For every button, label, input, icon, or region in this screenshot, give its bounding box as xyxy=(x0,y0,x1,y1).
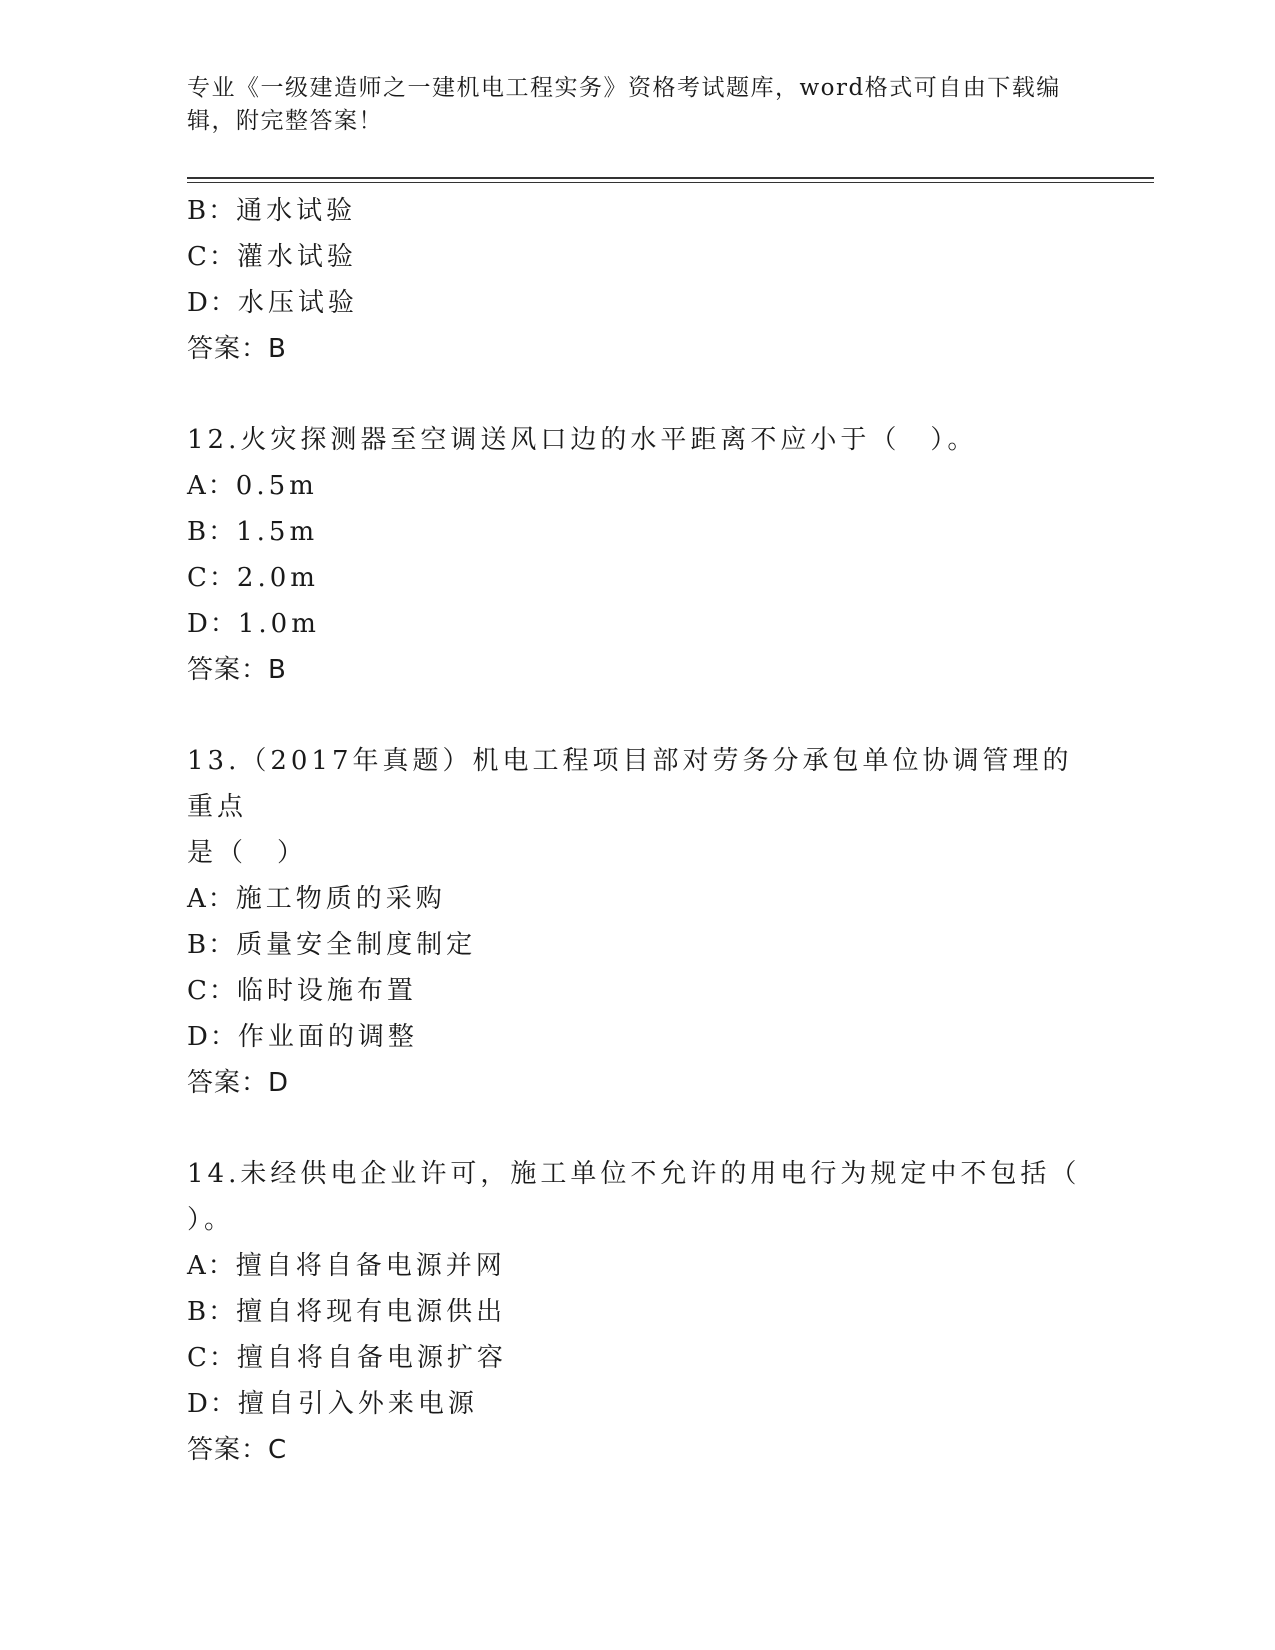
option-c xyxy=(187,555,1087,601)
option-a xyxy=(187,1243,1087,1289)
option-label: D： xyxy=(187,288,238,318)
question-stem: 14.未经供电企业许可，施工单位不允许的用电行为规定中不包括（ xyxy=(187,1159,1081,1189)
option-text: 质量安全制度制定 xyxy=(236,930,477,960)
option-text: 2.0m xyxy=(236,563,319,593)
option-d xyxy=(187,1381,1087,1427)
option-d xyxy=(187,1014,1087,1060)
option-label: C： xyxy=(187,563,237,593)
option-text: 擅自将自备电源扩容 xyxy=(236,1343,507,1373)
option-label: A： xyxy=(187,471,236,501)
option-b xyxy=(187,922,1087,968)
question-stem-cont: 是（ ） xyxy=(187,838,308,868)
header-line-2: 辑，附完整答案！ xyxy=(187,108,383,134)
option-text: 1.0m xyxy=(237,609,320,639)
option-a xyxy=(187,876,1087,922)
option-text: 擅自将自备电源并网 xyxy=(235,1251,506,1281)
option-d xyxy=(187,280,1087,326)
spacer xyxy=(187,1106,1087,1151)
option-text: 1.5m xyxy=(236,517,319,547)
header-line-1: 专业《一级建造师之一建机电工程实务》资格考试题库，word格式可自由下载编 xyxy=(187,75,1061,101)
option-label: B： xyxy=(187,196,237,226)
question-13 xyxy=(187,738,1087,1106)
option-text: 灌水试验 xyxy=(236,242,357,272)
option-text: 作业面的调整 xyxy=(237,1022,418,1052)
option-label: C： xyxy=(187,1343,237,1373)
option-c xyxy=(187,968,1087,1014)
question-stem-cont: ）。 xyxy=(187,1205,235,1235)
question-stem: 12.火灾探测器至空调送风口边的水平距离不应小于（ ）。 xyxy=(187,425,978,455)
option-text: 擅自引入外来电源 xyxy=(237,1389,478,1419)
spacer xyxy=(187,372,1087,417)
option-label: A： xyxy=(187,1251,236,1281)
option-text: 0.5m xyxy=(235,471,318,501)
option-b xyxy=(187,188,1087,234)
option-label: C： xyxy=(187,976,237,1006)
question-12 xyxy=(187,417,1087,693)
option-b xyxy=(187,509,1087,555)
option-label: D： xyxy=(187,1389,238,1419)
option-label: C： xyxy=(187,242,237,272)
option-text: 临时设施布置 xyxy=(236,976,417,1006)
option-a xyxy=(187,463,1087,509)
document-header xyxy=(187,72,1087,138)
header-divider-thick xyxy=(187,177,1154,179)
option-text: 水压试验 xyxy=(237,288,358,318)
option-label: B： xyxy=(187,517,237,547)
option-text: 通水试验 xyxy=(236,196,357,226)
spacer xyxy=(187,693,1087,738)
option-b xyxy=(187,1289,1087,1335)
option-label: A： xyxy=(187,884,236,914)
answer-line: 答案：D xyxy=(187,1068,290,1098)
question-stem: 13.（2017年真题）机电工程项目部对劳务分承包单位协调管理的重点 xyxy=(187,746,1073,822)
option-label: D： xyxy=(187,1022,238,1052)
question-14 xyxy=(187,1151,1087,1473)
option-text: 擅自将现有电源供出 xyxy=(236,1297,507,1327)
option-c xyxy=(187,1335,1087,1381)
question-content xyxy=(187,188,1087,1473)
option-label: D： xyxy=(187,609,238,639)
answer-line: 答案：C xyxy=(187,1435,288,1465)
prev-question-block xyxy=(187,188,1087,372)
header-divider-thin xyxy=(187,182,1154,183)
option-label: B： xyxy=(187,930,237,960)
option-d xyxy=(187,601,1087,647)
option-text: 施工物质的采购 xyxy=(235,884,446,914)
option-label: B： xyxy=(187,1297,237,1327)
option-c xyxy=(187,234,1087,280)
answer-line: 答案：B xyxy=(187,334,287,364)
answer-line: 答案：B xyxy=(187,655,287,685)
